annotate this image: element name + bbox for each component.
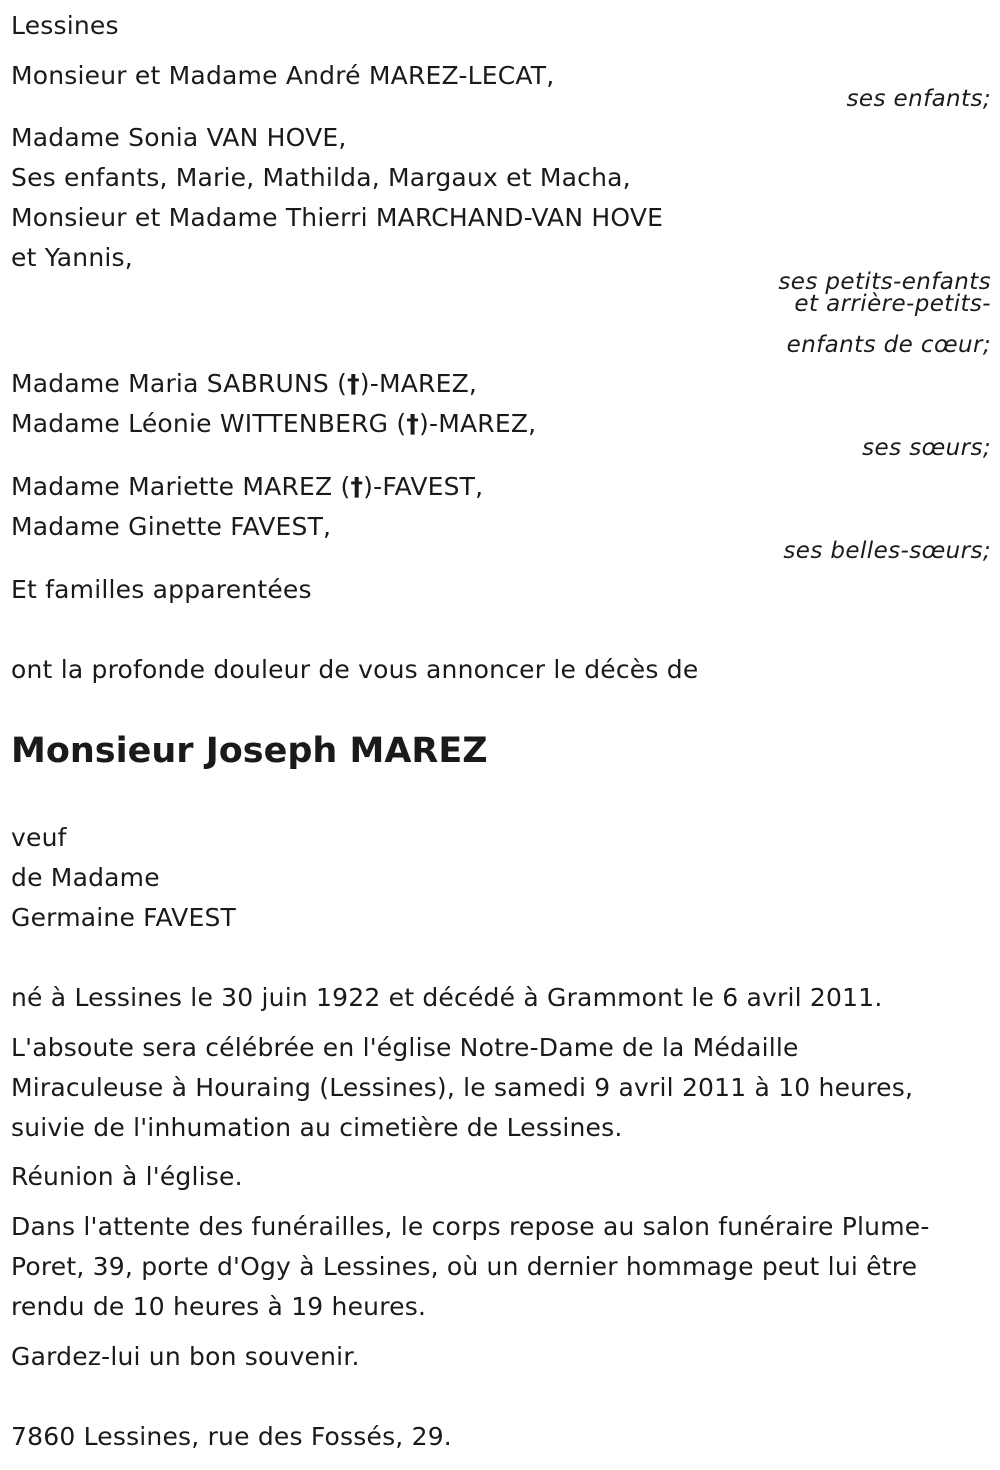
grandchildren-role-line-1: ses petits-enfants — [778, 269, 991, 295]
widower-line-3: Germaine FAVEST — [11, 903, 237, 932]
ceremony-line-1: L'absoute sera célébrée en l'église Notre-Dame de la Médaille — [11, 1033, 799, 1062]
viewing-line-3: rendu de 10 heures à 19 heures. — [11, 1292, 427, 1321]
meeting-line: Réunion à l'église. — [11, 1162, 243, 1191]
viewing-line-2: Poret, 39, porte d'Ogy à Lessines, où un dernier hommage peut lui être — [11, 1252, 918, 1281]
grandchildren-line-3: Monsieur et Madame Thierri MARCHAND-VAN HOVE — [11, 203, 664, 232]
birth-death-line: né à Lessines le 30 juin 1922 et décédé à Grammont le 6 avril 2011. — [11, 983, 883, 1012]
ceremony-line-3: suivie de l'inhumation au cimetière de Lessines. — [11, 1113, 623, 1142]
viewing-line-1: Dans l'attente des funérailles, le corps repose au salon funéraire Plume- — [11, 1212, 930, 1241]
ceremony-line-2: Miraculeuse à Houraing (Lessines), le samedi 9 avril 2011 à 10 heures, — [11, 1073, 914, 1102]
grandchildren-line-2: Ses enfants, Marie, Mathilda, Margaux et Macha, — [11, 163, 631, 192]
children-names-line: Monsieur et Madame André MAREZ-LECAT, — [11, 61, 555, 90]
sister-in-law-line-1: Madame Mariette MAREZ (†)-FAVEST, — [11, 472, 484, 501]
grandchildren-line-4: et Yannis, — [11, 243, 133, 272]
sisters-role: ses sœurs; — [862, 435, 991, 461]
grandchildren-line-1: Madame Sonia VAN HOVE, — [11, 123, 347, 152]
widower-line-2: de Madame — [11, 863, 160, 892]
cross-symbol: † — [347, 369, 360, 398]
grandchildren-role-line-2: et arrière-petits- — [794, 291, 991, 317]
address-line: 7860 Lessines, rue des Fossés, 29. — [11, 1422, 452, 1451]
cross-symbol: † — [406, 409, 420, 438]
widower-line-1: veuf — [11, 823, 67, 852]
sister-in-law-line-2: Madame Ginette FAVEST, — [11, 512, 332, 541]
sister-line-1: Madame Maria SABRUNS (†)-MAREZ, — [11, 369, 478, 398]
sister-line-2: Madame Léonie WITTENBERG (†)-MAREZ, — [11, 409, 537, 438]
cross-symbol: † — [350, 472, 364, 501]
children-role: ses enfants; — [846, 86, 991, 112]
location-header: Lessines — [11, 11, 119, 40]
grandchildren-role-line-3: enfants de cœur; — [786, 332, 991, 358]
sisters-in-law-role: ses belles-sœurs; — [783, 538, 991, 564]
announcement-line: ont la profonde douleur de vous annoncer le décès de — [11, 655, 699, 684]
deceased-name: Monsieur Joseph MAREZ — [11, 731, 488, 771]
other-family-line: Et familles apparentées — [11, 575, 312, 604]
closing-line: Gardez-lui un bon souvenir. — [11, 1342, 360, 1371]
